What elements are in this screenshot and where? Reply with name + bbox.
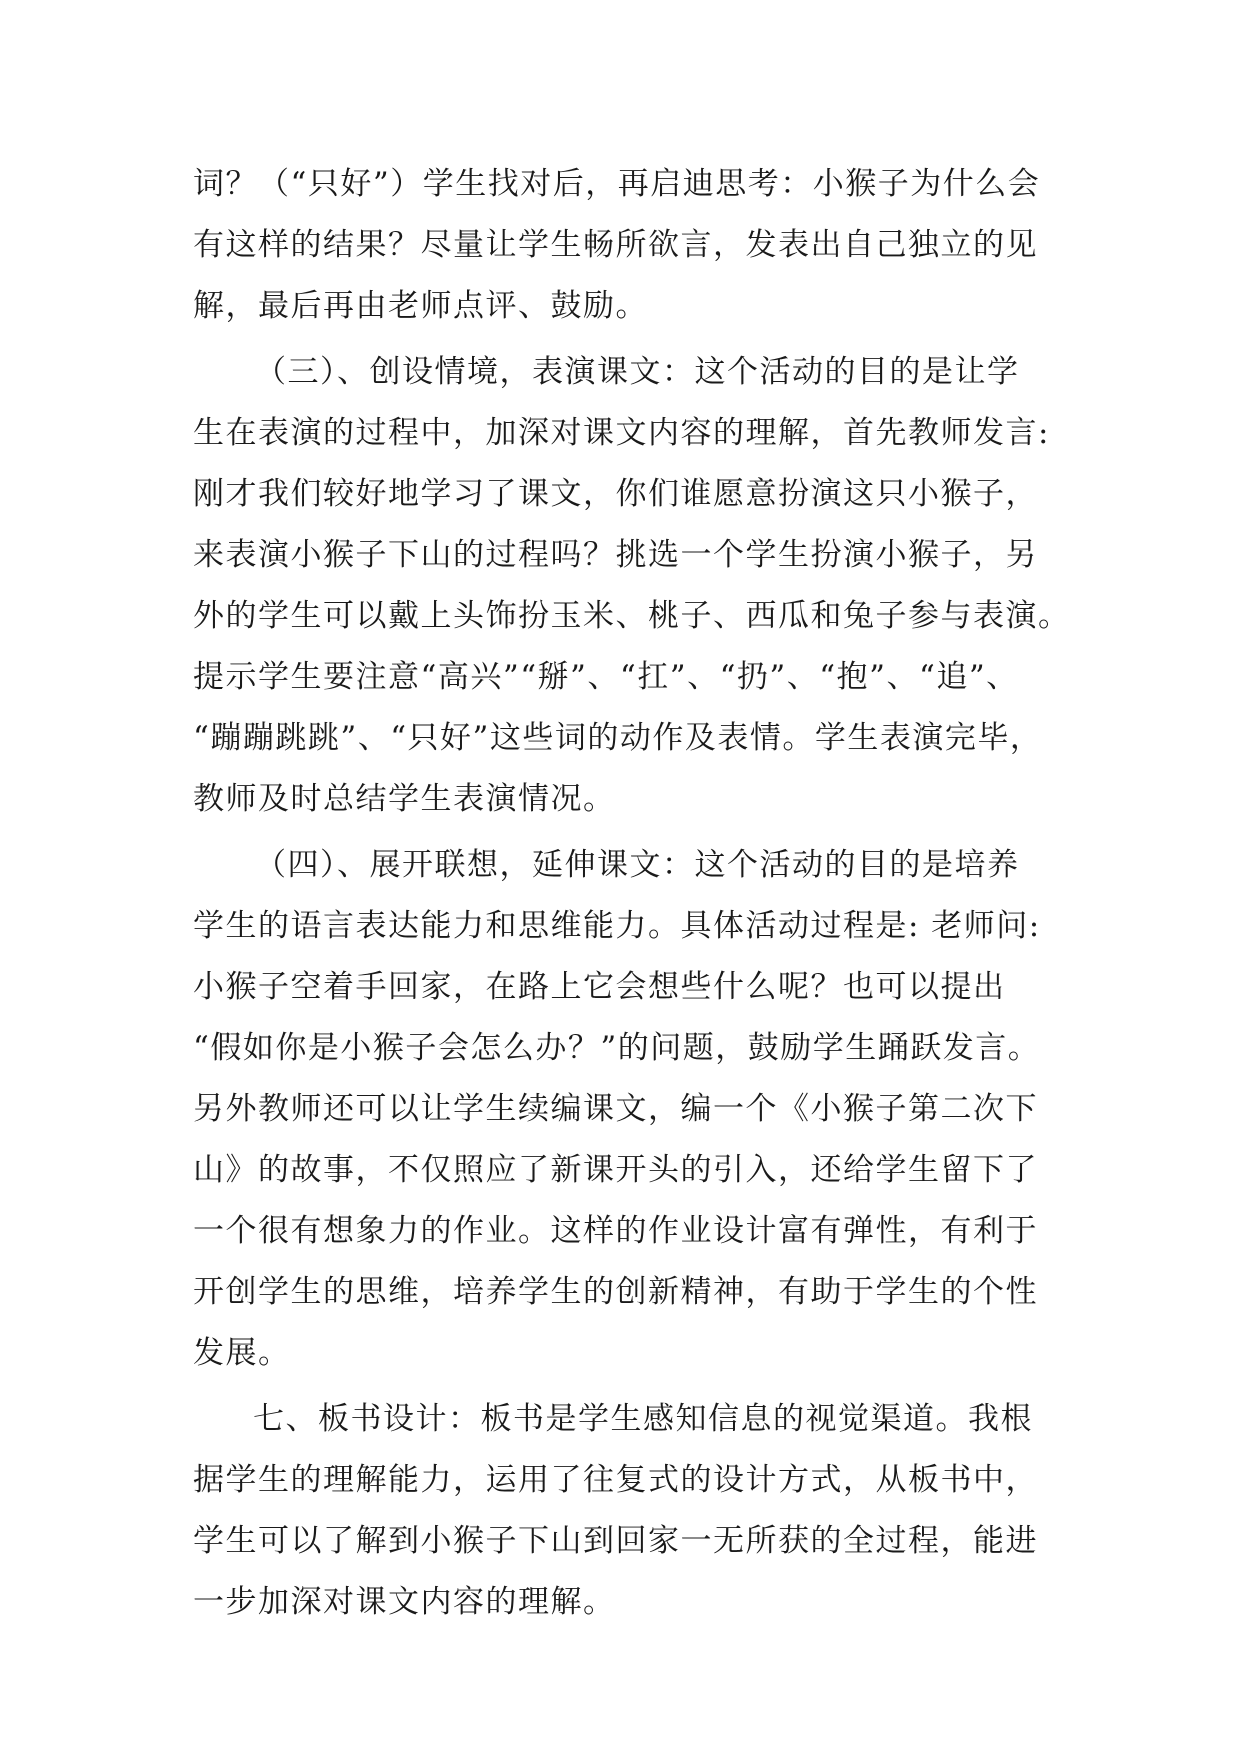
document-body: [193, 154, 1071, 1638]
text-line: 生在表演的过程中，加深对课文内容的理解，首先教师发言:: [193, 415, 1050, 451]
text-line: 另外教师还可以让学生续编课文，编一个《小猴子第二次下: [193, 1091, 1038, 1127]
text-line: 七、板书设计：板书是学生感知信息的视觉渠道。我根: [253, 1401, 1033, 1437]
text-line: “假如你是小猴子会怎么办？”的问题，鼓励学生踊跃发言。: [193, 1030, 1041, 1066]
text-line: 开创学生的思维，培养学生的创新精神，有助于学生的个性: [193, 1274, 1038, 1310]
text-line: （四）、展开联想，延伸课文：这个活动的目的是培养: [255, 847, 1020, 883]
text-line: 外的学生可以戴上头饰扮玉米、桃子、西瓜和兔子参与表演。: [193, 598, 1071, 634]
text-line: 学生的语言表达能力和思维能力。具体活动过程是: 老师问:: [193, 908, 1041, 944]
text-line: “蹦蹦跳跳”、“只好”这些词的动作及表情。学生表演完毕，: [193, 720, 1043, 756]
text-line: 一步加深对课文内容的理解。: [193, 1584, 616, 1620]
text-line: 山》的故事，不仅照应了新课开头的引入，还给学生留下了: [193, 1152, 1038, 1188]
text-line: 教师及时总结学生表演情况。: [193, 781, 616, 817]
paragraph-4: [193, 1389, 1053, 1633]
text-line: 提示学生要注意“高兴”“掰”、“扛”、“扔”、“抱”、“追”、: [193, 659, 1019, 695]
text-line: 有这样的结果？尽量让学生畅所欲言，发表出自己独立的见: [193, 227, 1038, 263]
text-line: （三）、创设情境，表演课文：这个活动的目的是让学: [255, 354, 1020, 390]
paragraph-1: [193, 154, 1053, 337]
text-line: 小猴子空着手回家，在路上它会想些什么呢？也可以提出: [193, 969, 1006, 1005]
text-line: 解，最后再由老师点评、鼓励。: [193, 288, 648, 324]
text-line: 据学生的理解能力，运用了往复式的设计方式，从板书中，: [193, 1462, 1038, 1498]
text-line: 发展。: [193, 1335, 291, 1371]
paragraph-2: [193, 342, 1071, 830]
text-line: 刚才我们较好地学习了课文，你们谁愿意扮演这只小猴子，: [193, 476, 1038, 512]
text-line: 来表演小猴子下山的过程吗？挑选一个学生扮演小猴子，另: [193, 537, 1038, 573]
text-line: 词？（“只好”）学生找对后，再启迪思考：小猴子为什么会: [193, 166, 1041, 202]
paragraph-3: [193, 835, 1053, 1384]
text-line: 学生可以了解到小猴子下山到回家一无所获的全过程，能进: [193, 1523, 1038, 1559]
text-line: 一个很有想象力的作业。这样的作业设计富有弹性，有利于: [193, 1213, 1038, 1249]
